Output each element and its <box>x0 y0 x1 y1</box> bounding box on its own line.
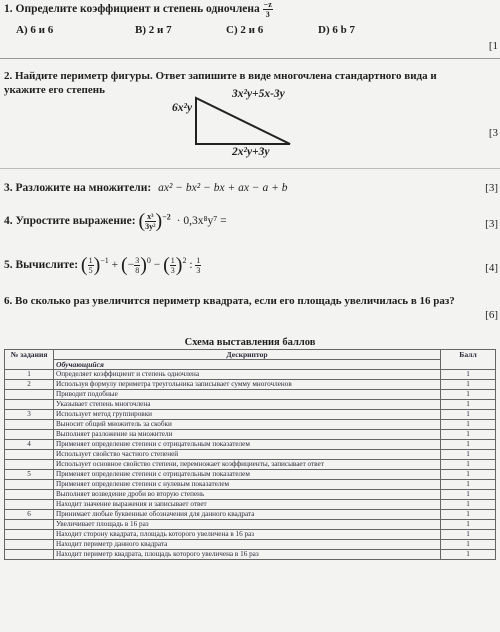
row-descriptor: Применяет определение степени с нулевым показателем <box>54 480 441 490</box>
table-row <box>5 460 496 470</box>
row-points: 1 <box>441 400 496 410</box>
table-row <box>5 480 496 490</box>
row-points: 1 <box>441 530 496 540</box>
table-row <box>5 520 496 530</box>
triangle-left-label: 6x²y <box>172 102 193 114</box>
row-descriptor: Применяет определение степени с отрицательным показателем <box>54 470 441 480</box>
row-task-number <box>5 480 54 490</box>
table-row <box>5 510 496 520</box>
divider <box>0 168 500 169</box>
table-row <box>5 380 496 390</box>
q4-points: [3] <box>485 218 498 230</box>
row-descriptor: Использует свойство частного степеней <box>54 450 441 460</box>
q3-points: [3] <box>485 182 498 194</box>
row-task-number: 3 <box>5 410 54 420</box>
scoring-title: Схема выставления баллов <box>184 337 316 348</box>
triangle-hypotenuse-label: 3x²y+5x-3y <box>232 88 285 100</box>
question-1-frac-den: 3 <box>265 10 270 19</box>
header-points: Балл <box>441 350 496 370</box>
row-descriptor: Находит значение выражения и записывает ответ <box>54 500 441 510</box>
q1-option-b: B) 2 и 7 <box>135 24 172 36</box>
question-4-rest: · 0,3x⁸y⁷ = <box>176 215 227 228</box>
q1-option-a: A) 6 и 6 <box>16 24 54 36</box>
row-points: 1 <box>441 520 496 530</box>
row-points: 1 <box>441 510 496 520</box>
row-descriptor: Указывает степень многочлена <box>54 400 441 410</box>
row-descriptor: Выносит общий множитель за скобки <box>54 420 441 430</box>
q2-points: [3 <box>488 127 498 139</box>
row-points: 1 <box>441 370 496 380</box>
row-points: 1 <box>441 540 496 550</box>
row-points: 1 <box>441 460 496 470</box>
row-task-number <box>5 500 54 510</box>
row-task-number <box>5 460 54 470</box>
row-task-number <box>5 520 54 530</box>
row-descriptor: Использует основное свойство степени, перемножает коэффициенты, записывает ответ <box>54 460 441 470</box>
question-3-text: 3. Разложите на множители: <box>4 182 152 194</box>
row-descriptor: Определяет коэффициент и степень одночлена <box>54 370 441 380</box>
table-row <box>5 400 496 410</box>
table-row <box>5 530 496 540</box>
row-task-number <box>5 550 54 560</box>
row-task-number: 1 <box>5 370 54 380</box>
row-task-number <box>5 530 54 540</box>
triangle-bottom-label: 2x²y+3y <box>232 146 270 158</box>
question-3 <box>4 182 287 194</box>
row-task-number <box>5 420 54 430</box>
divider <box>0 58 500 59</box>
table-row <box>5 490 496 500</box>
row-descriptor: Находит периметр данного квадрата <box>54 540 441 550</box>
q5-points: [4] <box>485 262 498 274</box>
row-descriptor: Выполняет разложение на множители <box>54 430 441 440</box>
scoring-header-row <box>5 350 496 360</box>
table-row <box>5 450 496 460</box>
question-2-line1: 2. Найдите периметр фигуры. Ответ запишите в виде многочлена стандартного вида и <box>4 70 437 82</box>
row-descriptor: Увеличивает площадь в 16 раз <box>54 520 441 530</box>
question-4-fraction <box>145 212 155 231</box>
row-task-number <box>5 400 54 410</box>
row-descriptor: Использует метод группировки <box>54 410 441 420</box>
question-1 <box>4 0 273 19</box>
row-descriptor: Применяет определение степени с отрицательным показателем <box>54 440 441 450</box>
row-descriptor: Находит сторону квадрата, площадь которого увеличена в 16 раз <box>54 530 441 540</box>
row-descriptor: Принимает любые буквенные обозначения для данного квадрата <box>54 510 441 520</box>
row-task-number: 4 <box>5 440 54 450</box>
table-row <box>5 540 496 550</box>
row-task-number: 5 <box>5 470 54 480</box>
row-descriptor: Выполняет возведение дроби во вторую степень <box>54 490 441 500</box>
row-task-number <box>5 490 54 500</box>
row-points: 1 <box>441 440 496 450</box>
row-points: 1 <box>441 430 496 440</box>
question-4: 4. Упростите выражение: ( $\frac{\text{x³}}{\text{3y²}}$ )$^{-2}$ · 0,3x⁸y⁷ = <box>4 210 227 232</box>
row-task-number <box>5 450 54 460</box>
question-5-expression: ( $\frac{1}{5}$ )$^{-1}$ + (− $\frac{3}{8}$ )$^0$ − ( $\frac{1}{3}$ )$^2$ : $\frac{1}{3}$ <box>80 254 201 276</box>
row-points: 1 <box>441 480 496 490</box>
table-row <box>5 370 496 380</box>
question-5 <box>4 254 201 277</box>
row-task-number: 2 <box>5 380 54 390</box>
row-points: 1 <box>441 500 496 510</box>
table-row <box>5 390 496 400</box>
row-points: 1 <box>441 450 496 460</box>
row-descriptor: Используя формулу периметра треугольника записывает сумму многочленов <box>54 380 441 390</box>
table-row <box>5 500 496 510</box>
q1-option-c: C) 2 и 6 <box>226 24 264 36</box>
q1-points: [1 <box>488 40 498 52</box>
row-points: 1 <box>441 490 496 500</box>
row-points: 1 <box>441 390 496 400</box>
question-5-text: 5. Вычислите: <box>4 259 79 272</box>
row-descriptor: Находит периметр квадрата, площадь которого увеличена в 16 раз <box>54 550 441 560</box>
header-student: Обучающийся <box>54 360 441 370</box>
row-task-number: 6 <box>5 510 54 520</box>
table-row <box>5 550 496 560</box>
question-1-text: 1. Определите коэффициент и степень одночлена <box>4 3 260 16</box>
question-4-exponent: −2 <box>162 212 171 222</box>
row-points: 1 <box>441 420 496 430</box>
scoring-table <box>4 349 496 560</box>
question-3-expression: ax² − bx² − bx + ax − a + b <box>158 182 288 194</box>
row-task-number <box>5 390 54 400</box>
header-task-number: № задания <box>5 350 54 370</box>
row-points: 1 <box>441 470 496 480</box>
question-1-frac-num: −z <box>263 0 272 9</box>
question-4-frac-num: x³ <box>147 212 154 221</box>
table-row <box>5 470 496 480</box>
q6-points: [6] <box>485 309 498 321</box>
question-6-text: 6. Во сколько раз увеличится периметр квадрата, если его площадь увеличилась в 16 раз? <box>4 295 455 307</box>
header-descriptor: Дескриптор <box>54 350 441 360</box>
row-descriptor: Приводит подобные <box>54 390 441 400</box>
scoring-body <box>5 370 496 560</box>
row-points: 1 <box>441 550 496 560</box>
table-row <box>5 430 496 440</box>
question-1-fraction <box>263 0 273 19</box>
question-2-line2: укажите его степень <box>4 84 105 96</box>
question-4-frac-den: 3y² <box>145 222 156 231</box>
table-row <box>5 410 496 420</box>
row-task-number <box>5 430 54 440</box>
question-4-text: 4. Упростите выражение: <box>4 215 136 228</box>
table-row <box>5 440 496 450</box>
row-points: 1 <box>441 380 496 390</box>
row-points: 1 <box>441 410 496 420</box>
table-row <box>5 420 496 430</box>
row-task-number <box>5 540 54 550</box>
q1-option-d: D) 6 b 7 <box>318 24 355 36</box>
